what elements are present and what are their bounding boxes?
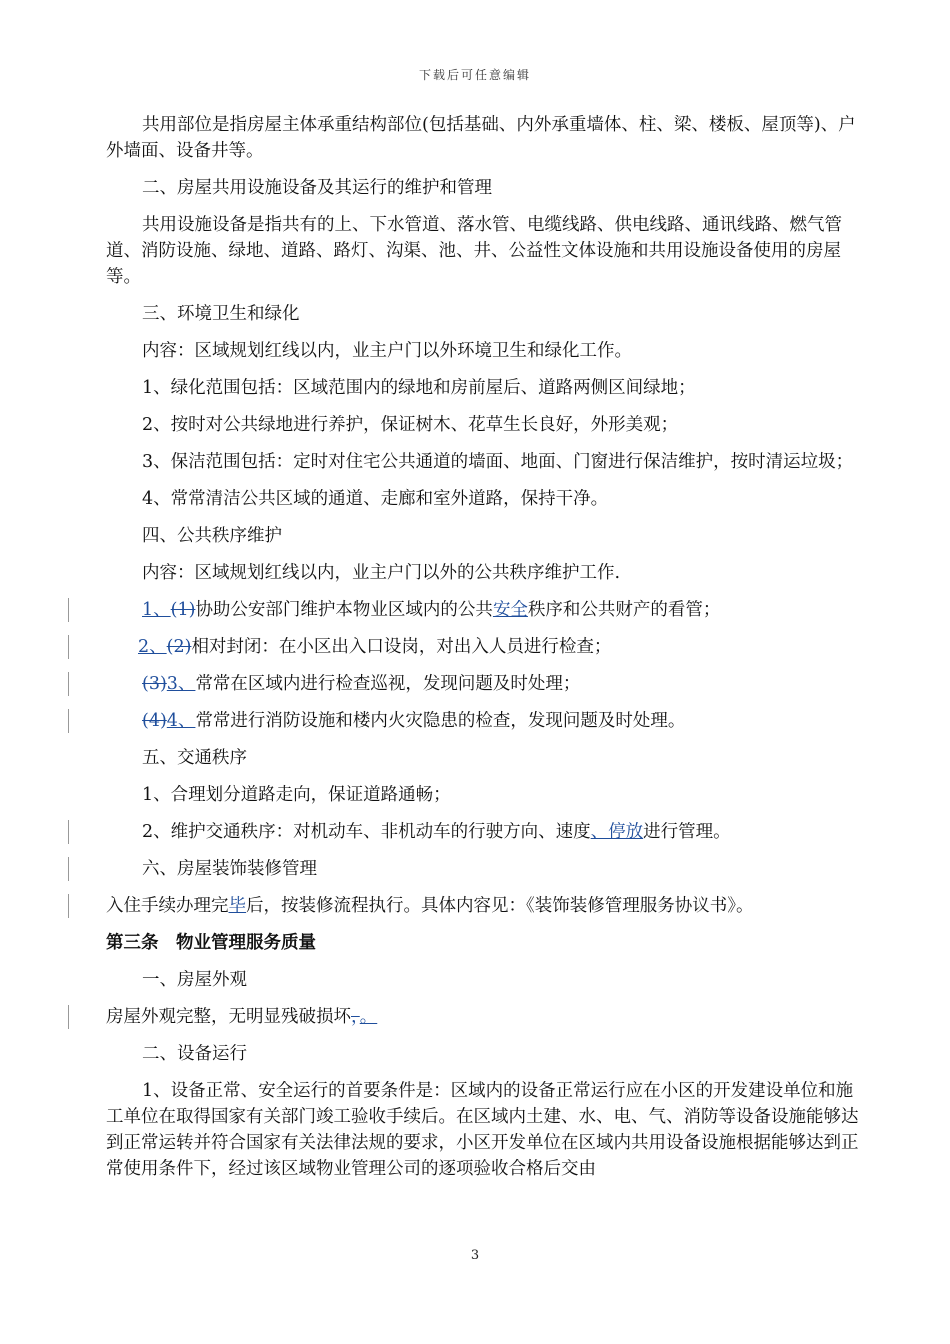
- deleted-text: (3): [142, 674, 167, 694]
- item-text: 入住手续办理完: [106, 896, 229, 916]
- change-bar: [68, 598, 69, 622]
- page-number: 3: [470, 1248, 480, 1263]
- inserted-text: 1、: [142, 600, 171, 620]
- list-item-greening-care: 2、按时对公共绿地进行养护，保证树木、花草生长良好，外形美观；: [142, 415, 679, 435]
- heading-sanitation: 三、环境卫生和绿化: [142, 304, 300, 324]
- list-item-greening-scope: 1、绿化范围包括：区域范围内的绿地和房前屋后、道路两侧区间绿地；: [142, 378, 696, 398]
- list-item-traffic-order: [106, 819, 870, 845]
- change-bar: [68, 709, 69, 733]
- change-bar: [68, 820, 69, 844]
- item-text: 2、维护交通秩序：对机动车、非机动车的行驶方向、速度: [142, 822, 591, 842]
- deleted-text: (4): [142, 711, 167, 731]
- heading-traffic: 五、交通秩序: [142, 748, 247, 768]
- deleted-text: (2): [166, 637, 192, 657]
- paragraph-public-order-scope: 内容：区域规划红线以内，业主户门以外的公共秩序维护工作.: [142, 563, 621, 583]
- heading-public-order: 四、公共秩序维护: [142, 526, 282, 546]
- list-item-traffic-roads: 1、合理划分道路走向，保证道路通畅；: [142, 785, 451, 805]
- change-bar: [68, 635, 69, 659]
- heading-equipment: 二、设备运行: [142, 1044, 247, 1064]
- article-3-title: 第三条 物业管理服务质量: [106, 933, 316, 953]
- inserted-text: 、停放: [590, 822, 644, 842]
- list-item-cleaning-scope: 3、保洁范围包括：定时对住宅公共通道的墙面、地面、门窗进行保洁维护，按时清运垃圾；: [142, 452, 854, 472]
- item-text: 相对封闭：在小区出入口设岗，对出入人员进行检查；: [191, 637, 612, 657]
- heading-decoration: [106, 856, 870, 882]
- revised-item-4: [106, 708, 870, 734]
- paragraph-equipment: 1、设备正常、安全运行的首要条件是：区域内的设备正常运行应在小区的开发建设单位和施工单位在取得国家有关部门竣工验收手续后。在区域内土建、水、电、气、消防等设备设施能够达到正常运转并符合国家有关法律法规的要求，小区开发单位在区域内共用设备设施根据能够达到正常使用条件下，经过该区域物业管理公司的逐项验收合格后交由: [106, 1081, 859, 1179]
- heading-facilities: 二、房屋共用设施设备及其运行的维护和管理: [142, 178, 492, 198]
- paragraph-shared-parts: 共用部位是指房屋主体承重结构部位(包括基础、内外承重墙体、柱、梁、楼板、屋顶等)、户外墙面、设备井等。: [106, 115, 856, 161]
- change-bar: [68, 857, 69, 881]
- item-text: 协助公安部门维护本物业区域内的公共: [195, 600, 493, 620]
- heading-text: 六、房屋装饰装修管理: [142, 859, 317, 879]
- item-text: 房屋外观完整，无明显残破损坏: [106, 1007, 351, 1027]
- change-bar: [68, 894, 69, 918]
- paragraph-sanitation-scope: 内容：区域规划红线以内，业主户门以外环境卫生和绿化工作。: [142, 341, 632, 361]
- change-bar: [68, 672, 69, 696]
- inserted-text: 2、: [138, 637, 167, 657]
- item-text: 后，按装修流程执行。具体内容见：《装饰装修管理服务协议书》。: [246, 896, 754, 916]
- paragraph-shared-facilities: 共用设施设备是指共有的上、下水管道、落水管、电缆线路、供电线路、通讯线路、燃气管道、消防设施、绿地、道路、路灯、沟渠、池、井、公益性文体设施和共用设施设备使用的房屋等。: [106, 215, 842, 287]
- revised-item-2: [106, 634, 870, 660]
- deleted-text: (1): [170, 600, 196, 620]
- page-header: 下载后可任意编辑: [418, 68, 531, 82]
- revised-item-3: [106, 671, 870, 697]
- paragraph-appearance: [106, 1004, 870, 1030]
- revised-item-1: [106, 597, 870, 623]
- deleted-text: ，: [351, 1007, 360, 1027]
- inserted-text: 4、: [166, 711, 196, 731]
- item-text: 常常进行消防设施和楼内火灾隐患的检查，发现问题及时处理。: [195, 711, 686, 731]
- item-text: 进行管理。: [643, 822, 731, 842]
- item-text: 秩序和公共财产的看管；: [527, 600, 721, 620]
- inserted-text: 安全: [492, 600, 528, 620]
- inserted-text: 。: [359, 1007, 378, 1027]
- paragraph-decoration: [106, 893, 870, 919]
- list-item-cleaning-public: 4、常常清洁公共区域的通道、走廊和室外道路，保持干净。: [142, 489, 609, 509]
- inserted-text: 3、: [166, 674, 196, 694]
- item-text: 常常在区域内进行检查巡视，发现问题及时处理；: [195, 674, 581, 694]
- inserted-text: 毕: [228, 896, 246, 916]
- document-body: [106, 112, 870, 1193]
- heading-appearance: 一、房屋外观: [142, 970, 247, 990]
- change-bar: [68, 1005, 69, 1029]
